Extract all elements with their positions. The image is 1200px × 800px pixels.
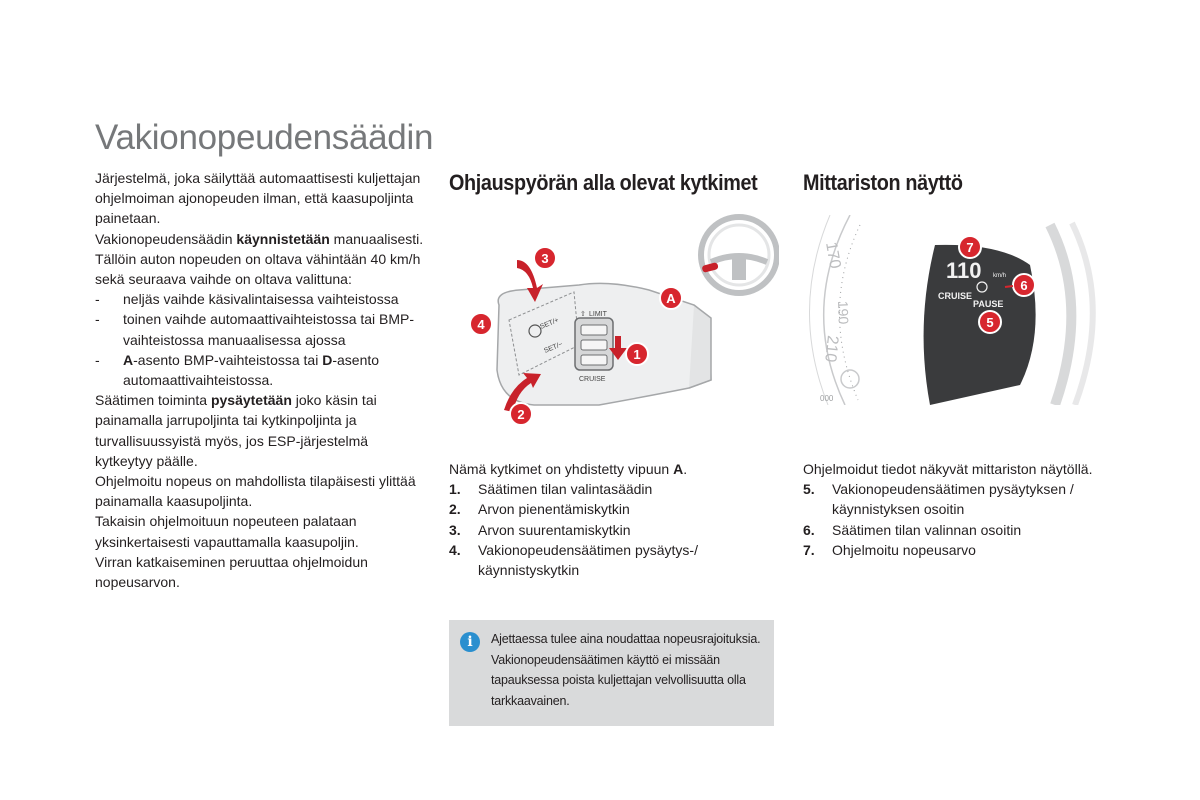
- item-number: 4.: [449, 541, 461, 558]
- item-text: Vakionopeudensäätimen pysäytyksen / käynnistyksen osoitin: [832, 481, 1074, 518]
- scale-number: 190: [835, 300, 852, 325]
- condition-item: [95, 309, 425, 349]
- condition-text-part: -asento BMP-vaihteistossa tai: [133, 351, 323, 368]
- steering-wheel-icon: [701, 217, 777, 293]
- cruise-text: CRUISE: [938, 291, 973, 301]
- condition-item: [95, 350, 425, 390]
- switches-lead: [449, 459, 779, 479]
- stop-bold: pysäytetään: [210, 392, 292, 409]
- item-number: 7.: [803, 541, 815, 558]
- info-text: Ajettaessa tulee aina noudattaa nopeusrajoituksia. Vakionopeudensäätimen käyttö ei missään tapauksessa poista kuljettajan velvollisuutta olla tarkkaavainen.: [491, 632, 761, 708]
- condition-text-part: -asento automaattivaihteistossa.: [123, 351, 380, 389]
- condition-text: toinen vaihde automaattivaihteistossa tai BMP-vaihteistossa manuaalisessa ajossa: [123, 311, 415, 348]
- activation-text-rest: manuaalisesti. Tällöin auton nopeuden on oltava vähintään 40 km/h sekä seuraava vaihde on oltava valittuna:: [95, 230, 424, 288]
- activation-paragraph: [95, 229, 425, 290]
- speedometer-dial: [809, 215, 860, 405]
- callout-a: [660, 287, 682, 309]
- item-text: Ohjelmoitu nopeusarvo: [832, 541, 976, 558]
- callout-a-letter: A: [666, 291, 676, 306]
- callout-5-number: 5: [986, 315, 994, 330]
- list-item: [803, 540, 1133, 560]
- item-text: Arvon pienentämiskytkin: [478, 501, 630, 518]
- cluster-description: [803, 459, 1133, 560]
- item-text: Säätimen tilan valinnan osoitin: [832, 521, 1022, 538]
- list-item: [803, 479, 1133, 519]
- set-plus-label: SET/+: [539, 317, 560, 331]
- callout-2-number: 2: [517, 407, 525, 422]
- callout-6-number: 6: [1020, 278, 1028, 293]
- steering-switches-heading: Ohjauspyörän alla olevat kytkimet: [449, 170, 758, 195]
- limit-icon: ⇧: [580, 311, 586, 318]
- cluster-display-heading: Mittariston näyttö: [803, 170, 963, 195]
- cruise-label: CRUISE: [579, 376, 606, 383]
- callout-2: [510, 403, 532, 425]
- switches-list: [449, 479, 779, 580]
- stop-paragraph: [95, 390, 425, 471]
- dash-bullet: -: [95, 311, 100, 328]
- item-number: 5.: [803, 481, 815, 498]
- callout-6: [1013, 274, 1035, 296]
- lead-text: Nämä kytkimet on yhdistetty vipuun: [449, 461, 674, 477]
- lead-period: .: [683, 461, 688, 477]
- position-d: D: [322, 351, 333, 368]
- stalk-diagram: [449, 210, 779, 440]
- set-minus-label: SET/−: [543, 341, 564, 355]
- switches-description: [449, 459, 779, 580]
- item-number: 6.: [803, 521, 815, 538]
- activation-text: Vakionopeudensäädin: [95, 230, 237, 247]
- callout-1: [626, 343, 648, 365]
- lead-bold: A: [673, 461, 684, 477]
- stop-text: Säätimen toiminta: [95, 392, 211, 409]
- ignition-paragraph: Virran katkaiseminen peruuttaa ohjelmoidun nopeusarvon.: [95, 553, 368, 591]
- cluster-diagram: [800, 215, 1135, 405]
- info-icon: i: [460, 632, 480, 652]
- activation-bold: käynnistetään: [236, 230, 330, 247]
- condition-text: [123, 352, 379, 388]
- info-note: [449, 620, 774, 726]
- callout-5: [979, 311, 1001, 333]
- stop-text-rest: joko käsin tai painamalla jarrupoljinta tai kytkinpoljinta ja turvallisuussyistä myös, jos ESP-järjestelmä kytkeytyy päälle.: [95, 392, 377, 469]
- page-title: Vakionopeudensäädin: [95, 118, 434, 157]
- condition-text: neljäs vaihde käsivalintaisessa vaihteistossa: [123, 291, 399, 308]
- pause-text: PAUSE: [973, 299, 1004, 309]
- callout-3-number: 3: [541, 251, 549, 266]
- overtake-paragraph: Ohjelmoitu nopeus on mahdollista tilapäisesti ylittää painamalla kaasupoljinta.: [95, 473, 416, 510]
- intro-paragraph: Järjestelmä, joka säilyttää automaattisesti kuljettajan ohjelmoiman ajonopeuden ilman, että kaasupoljinta painetaan.: [95, 170, 421, 227]
- list-item: [449, 540, 779, 580]
- callout-7-number: 7: [966, 240, 974, 255]
- scale-number: 210: [821, 334, 841, 363]
- resume-paragraph: Takaisin ohjelmoituun nopeuteen palataan yksinkertaisesti vapauttamalla kaasupoljin.: [95, 513, 359, 550]
- cluster-lead: Ohjelmoidut tiedot näkyvät mittariston näytöllä.: [803, 461, 1093, 477]
- item-text: Säätimen tilan valintasäädin: [478, 481, 653, 498]
- condition-item: [95, 289, 425, 309]
- dash-bullet: -: [95, 351, 100, 368]
- speed-unit: km/h: [993, 273, 1007, 279]
- item-number: 1.: [449, 481, 461, 498]
- speed-value: 110: [946, 258, 982, 283]
- limit-label: LIMIT: [589, 311, 607, 318]
- position-a: A: [123, 351, 134, 368]
- item-text: Arvon suurentamiskytkin: [478, 521, 631, 538]
- callout-4: [470, 313, 492, 335]
- scale-number: 170: [822, 240, 844, 270]
- list-item: [449, 520, 779, 540]
- callout-4-number: 4: [477, 317, 485, 332]
- odometer: 000: [820, 394, 834, 403]
- list-item: [449, 499, 779, 519]
- list-item: [803, 520, 1133, 540]
- callout-1-number: 1: [633, 347, 641, 362]
- callout-3: [534, 247, 556, 269]
- display-panel: [924, 223, 1093, 405]
- callout-7: [959, 236, 981, 258]
- cluster-list: [803, 479, 1133, 560]
- intro-column: [95, 168, 425, 592]
- item-text: Vakionopeudensäätimen pysäytys-/ käynnistyskytkin: [478, 541, 698, 579]
- list-item: [449, 479, 779, 499]
- item-number: 3.: [449, 521, 461, 538]
- dash-bullet: -: [95, 291, 100, 308]
- item-number: 2.: [449, 501, 461, 518]
